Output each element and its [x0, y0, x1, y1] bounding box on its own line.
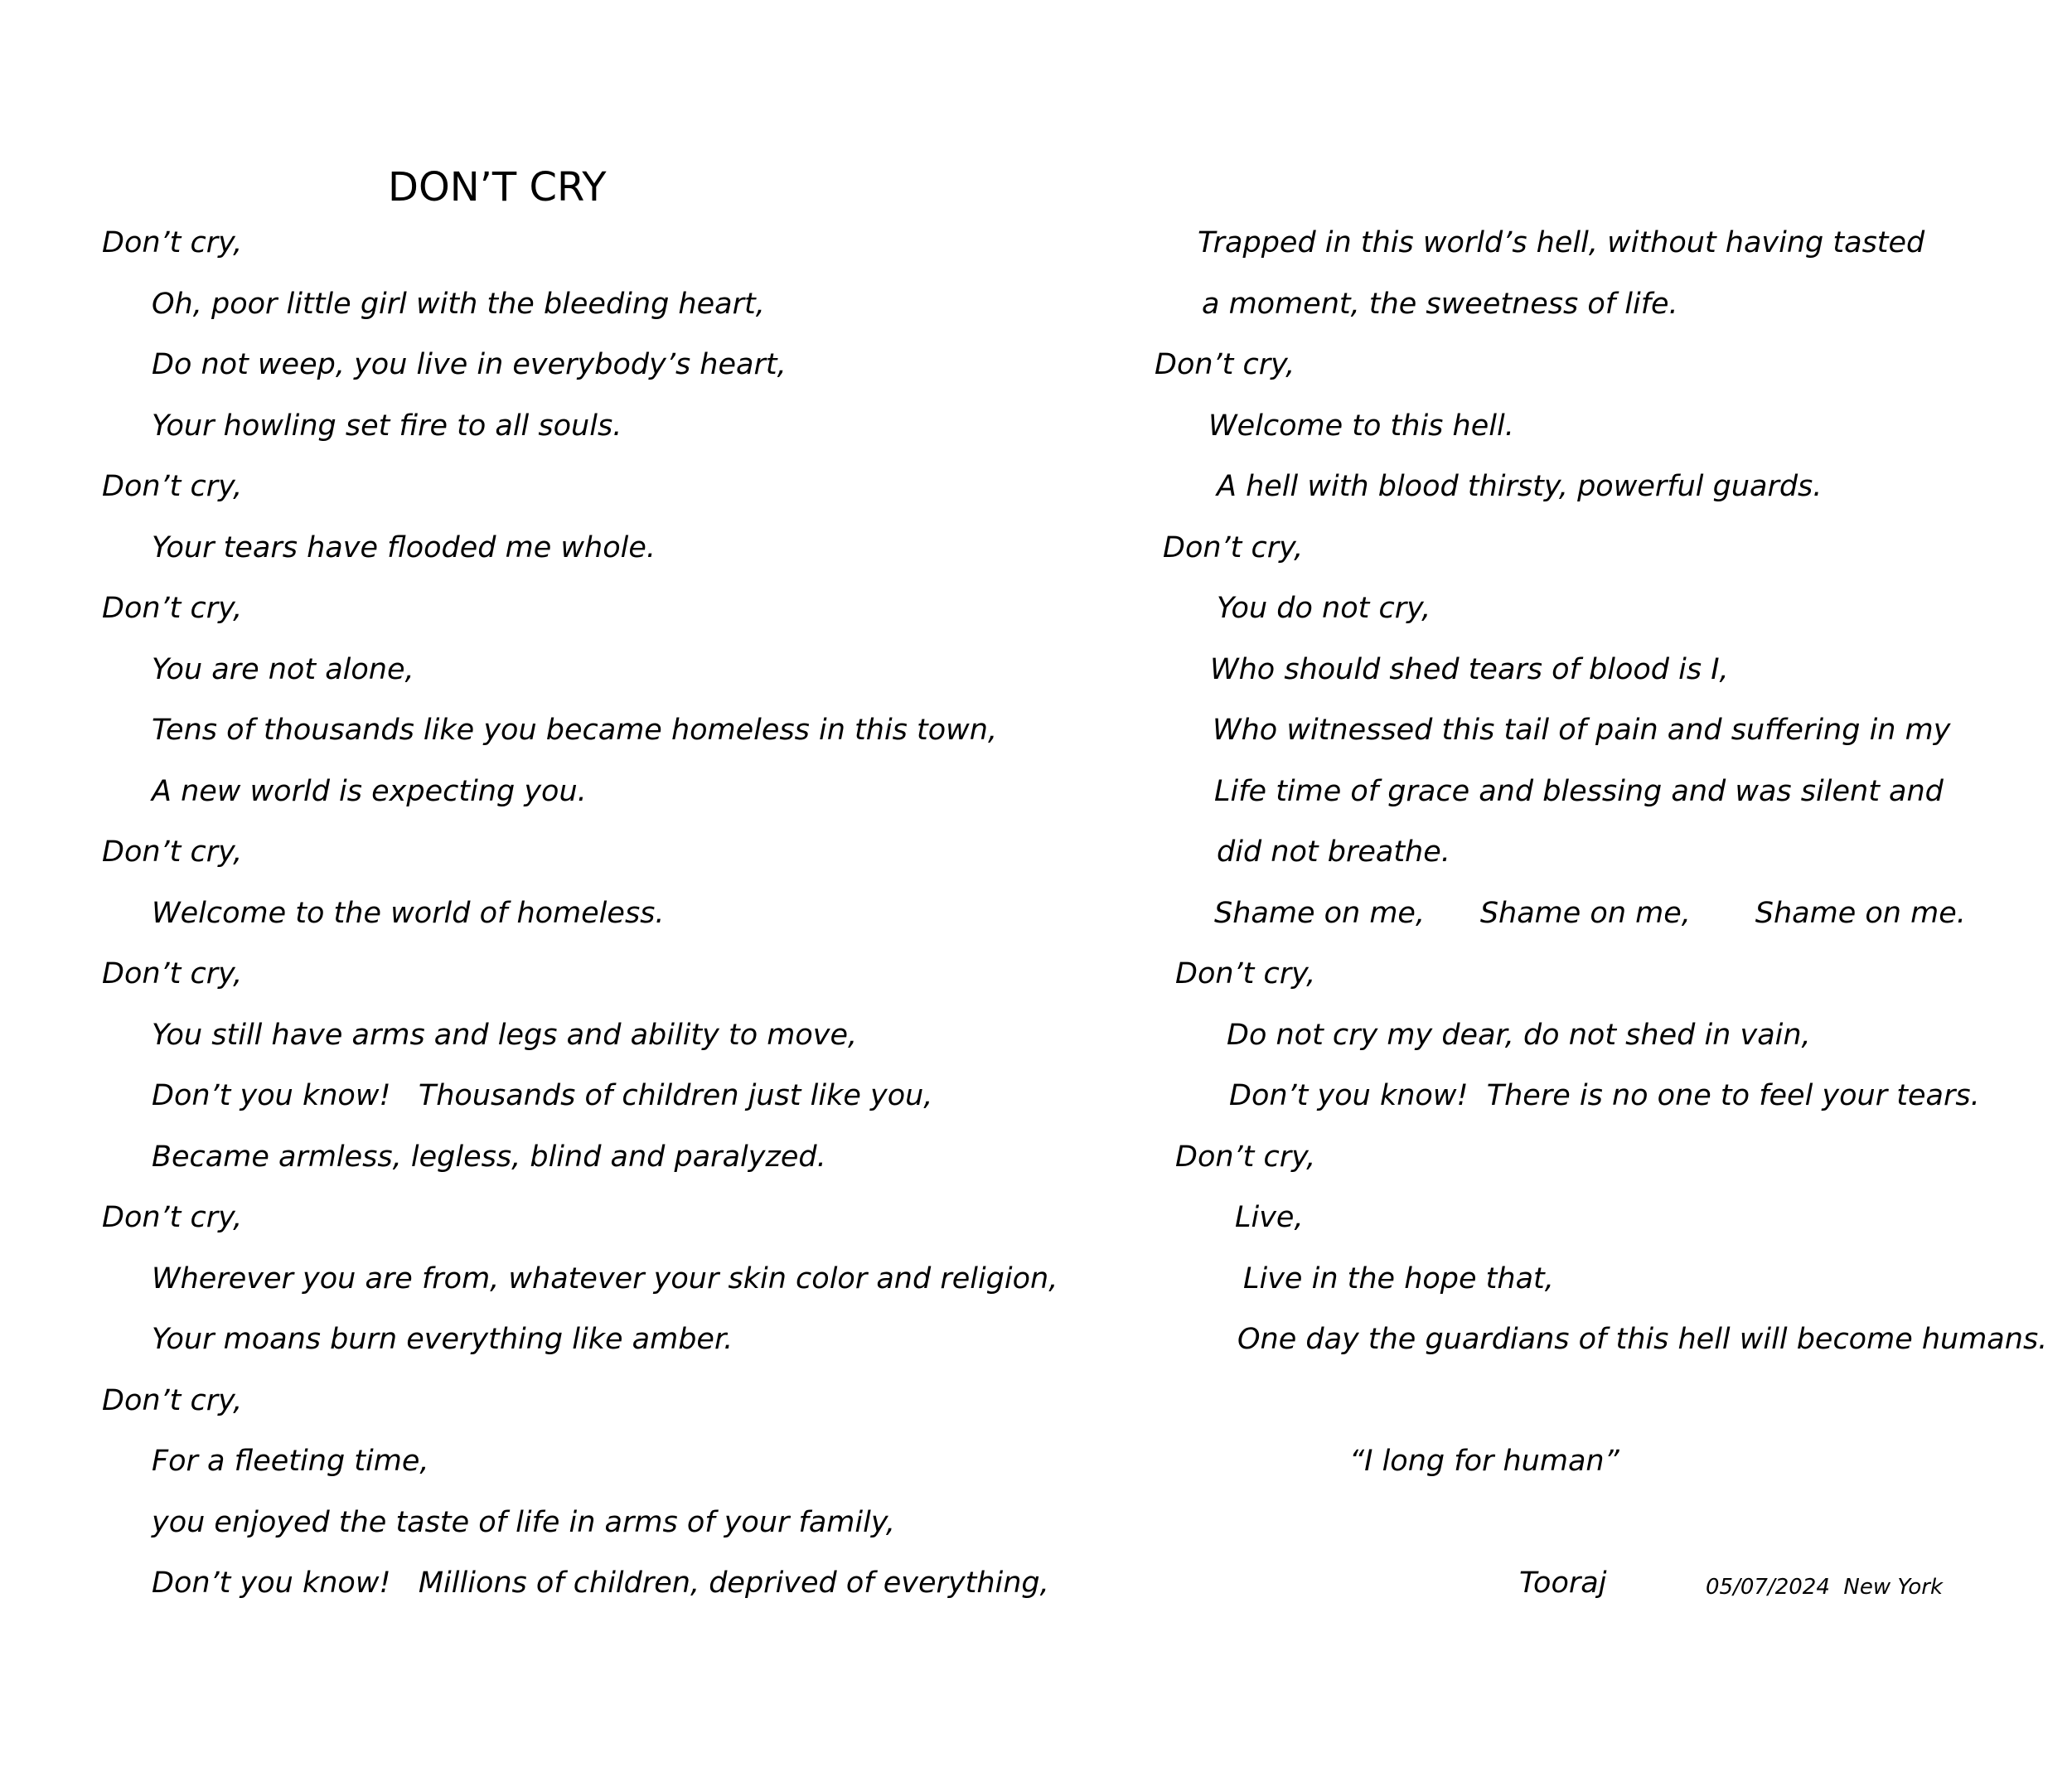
right-line: A hell with blood thirsty, powerful guards.: [1217, 470, 1823, 503]
right-line: Live in the hope that,: [1243, 1262, 1554, 1295]
left-line: Tens of thousands like you became homeless in this town,: [152, 714, 998, 747]
left-line: Don’t cry,: [102, 1201, 243, 1234]
right-line: One day the guardians of this hell will become humans.: [1237, 1323, 2048, 1356]
left-line: you enjoyed the taste of life in arms of your family,: [152, 1506, 895, 1539]
left-line: Your howling set fire to all souls.: [152, 409, 622, 443]
left-line: Don’t cry,: [102, 835, 243, 869]
left-line: Don’t cry,: [102, 592, 243, 625]
right-line: Do not cry my dear, do not shed in vain,: [1227, 1019, 1811, 1052]
left-line: Don’t you know! Thousands of children just like you,: [152, 1079, 933, 1112]
left-line: Don’t cry,: [102, 470, 243, 503]
left-line: For a fleeting time,: [152, 1445, 429, 1478]
poem-date-place: 05/07/2024 New York: [1706, 1575, 1944, 1600]
left-line: A new world is expecting you.: [152, 775, 587, 808]
left-line: Your moans burn everything like amber.: [152, 1323, 733, 1356]
right-line: Don’t cry,: [1163, 531, 1304, 564]
right-line: Life time of grace and blessing and was silent and: [1214, 775, 1944, 808]
left-line: Don’t cry,: [102, 957, 243, 990]
right-line: Don’t you know! There is no one to feel your tears.: [1229, 1079, 1980, 1112]
right-line: Shame on me, Shame on me, Shame on me.: [1214, 897, 1966, 930]
poem-title: DON’T CRY: [388, 164, 607, 211]
right-line: did not breathe.: [1217, 835, 1450, 869]
right-line: Who witnessed this tail of pain and suffering in my: [1213, 714, 1951, 747]
right-line: Trapped in this world’s hell, without having tasted: [1198, 226, 1925, 259]
left-line: Don’t cry,: [102, 226, 243, 259]
left-line: You still have arms and legs and ability to move,: [152, 1019, 858, 1052]
poem-author: Tooraj: [1519, 1567, 1607, 1600]
left-line: Welcome to the world of homeless.: [152, 897, 665, 930]
left-line: Became armless, legless, blind and paralyzed.: [152, 1140, 826, 1174]
poem-motto: “I long for human”: [1349, 1445, 1619, 1478]
left-line: You are not alone,: [152, 653, 414, 686]
right-line: Don’t cry,: [1175, 1140, 1316, 1174]
right-line: Don’t cry,: [1155, 348, 1295, 381]
right-line: Who should shed tears of blood is I,: [1210, 653, 1729, 686]
right-line: a moment, the sweetness of life.: [1202, 288, 1678, 321]
right-line: Live,: [1235, 1201, 1304, 1234]
left-line: Oh, poor little girl with the bleeding heart,: [152, 288, 765, 321]
left-line: Your tears have flooded me whole.: [152, 531, 656, 564]
left-line: Don’t cry,: [102, 1384, 243, 1417]
left-line: Do not weep, you live in everybody’s heart,: [152, 348, 787, 381]
left-line: Don’t you know! Millions of children, deprived of everything,: [152, 1567, 1049, 1600]
right-line: Welcome to this hell.: [1208, 409, 1514, 443]
right-line: You do not cry,: [1217, 592, 1431, 625]
left-line: Wherever you are from, whatever your skin color and religion,: [152, 1262, 1058, 1295]
right-line: Don’t cry,: [1175, 957, 1316, 990]
